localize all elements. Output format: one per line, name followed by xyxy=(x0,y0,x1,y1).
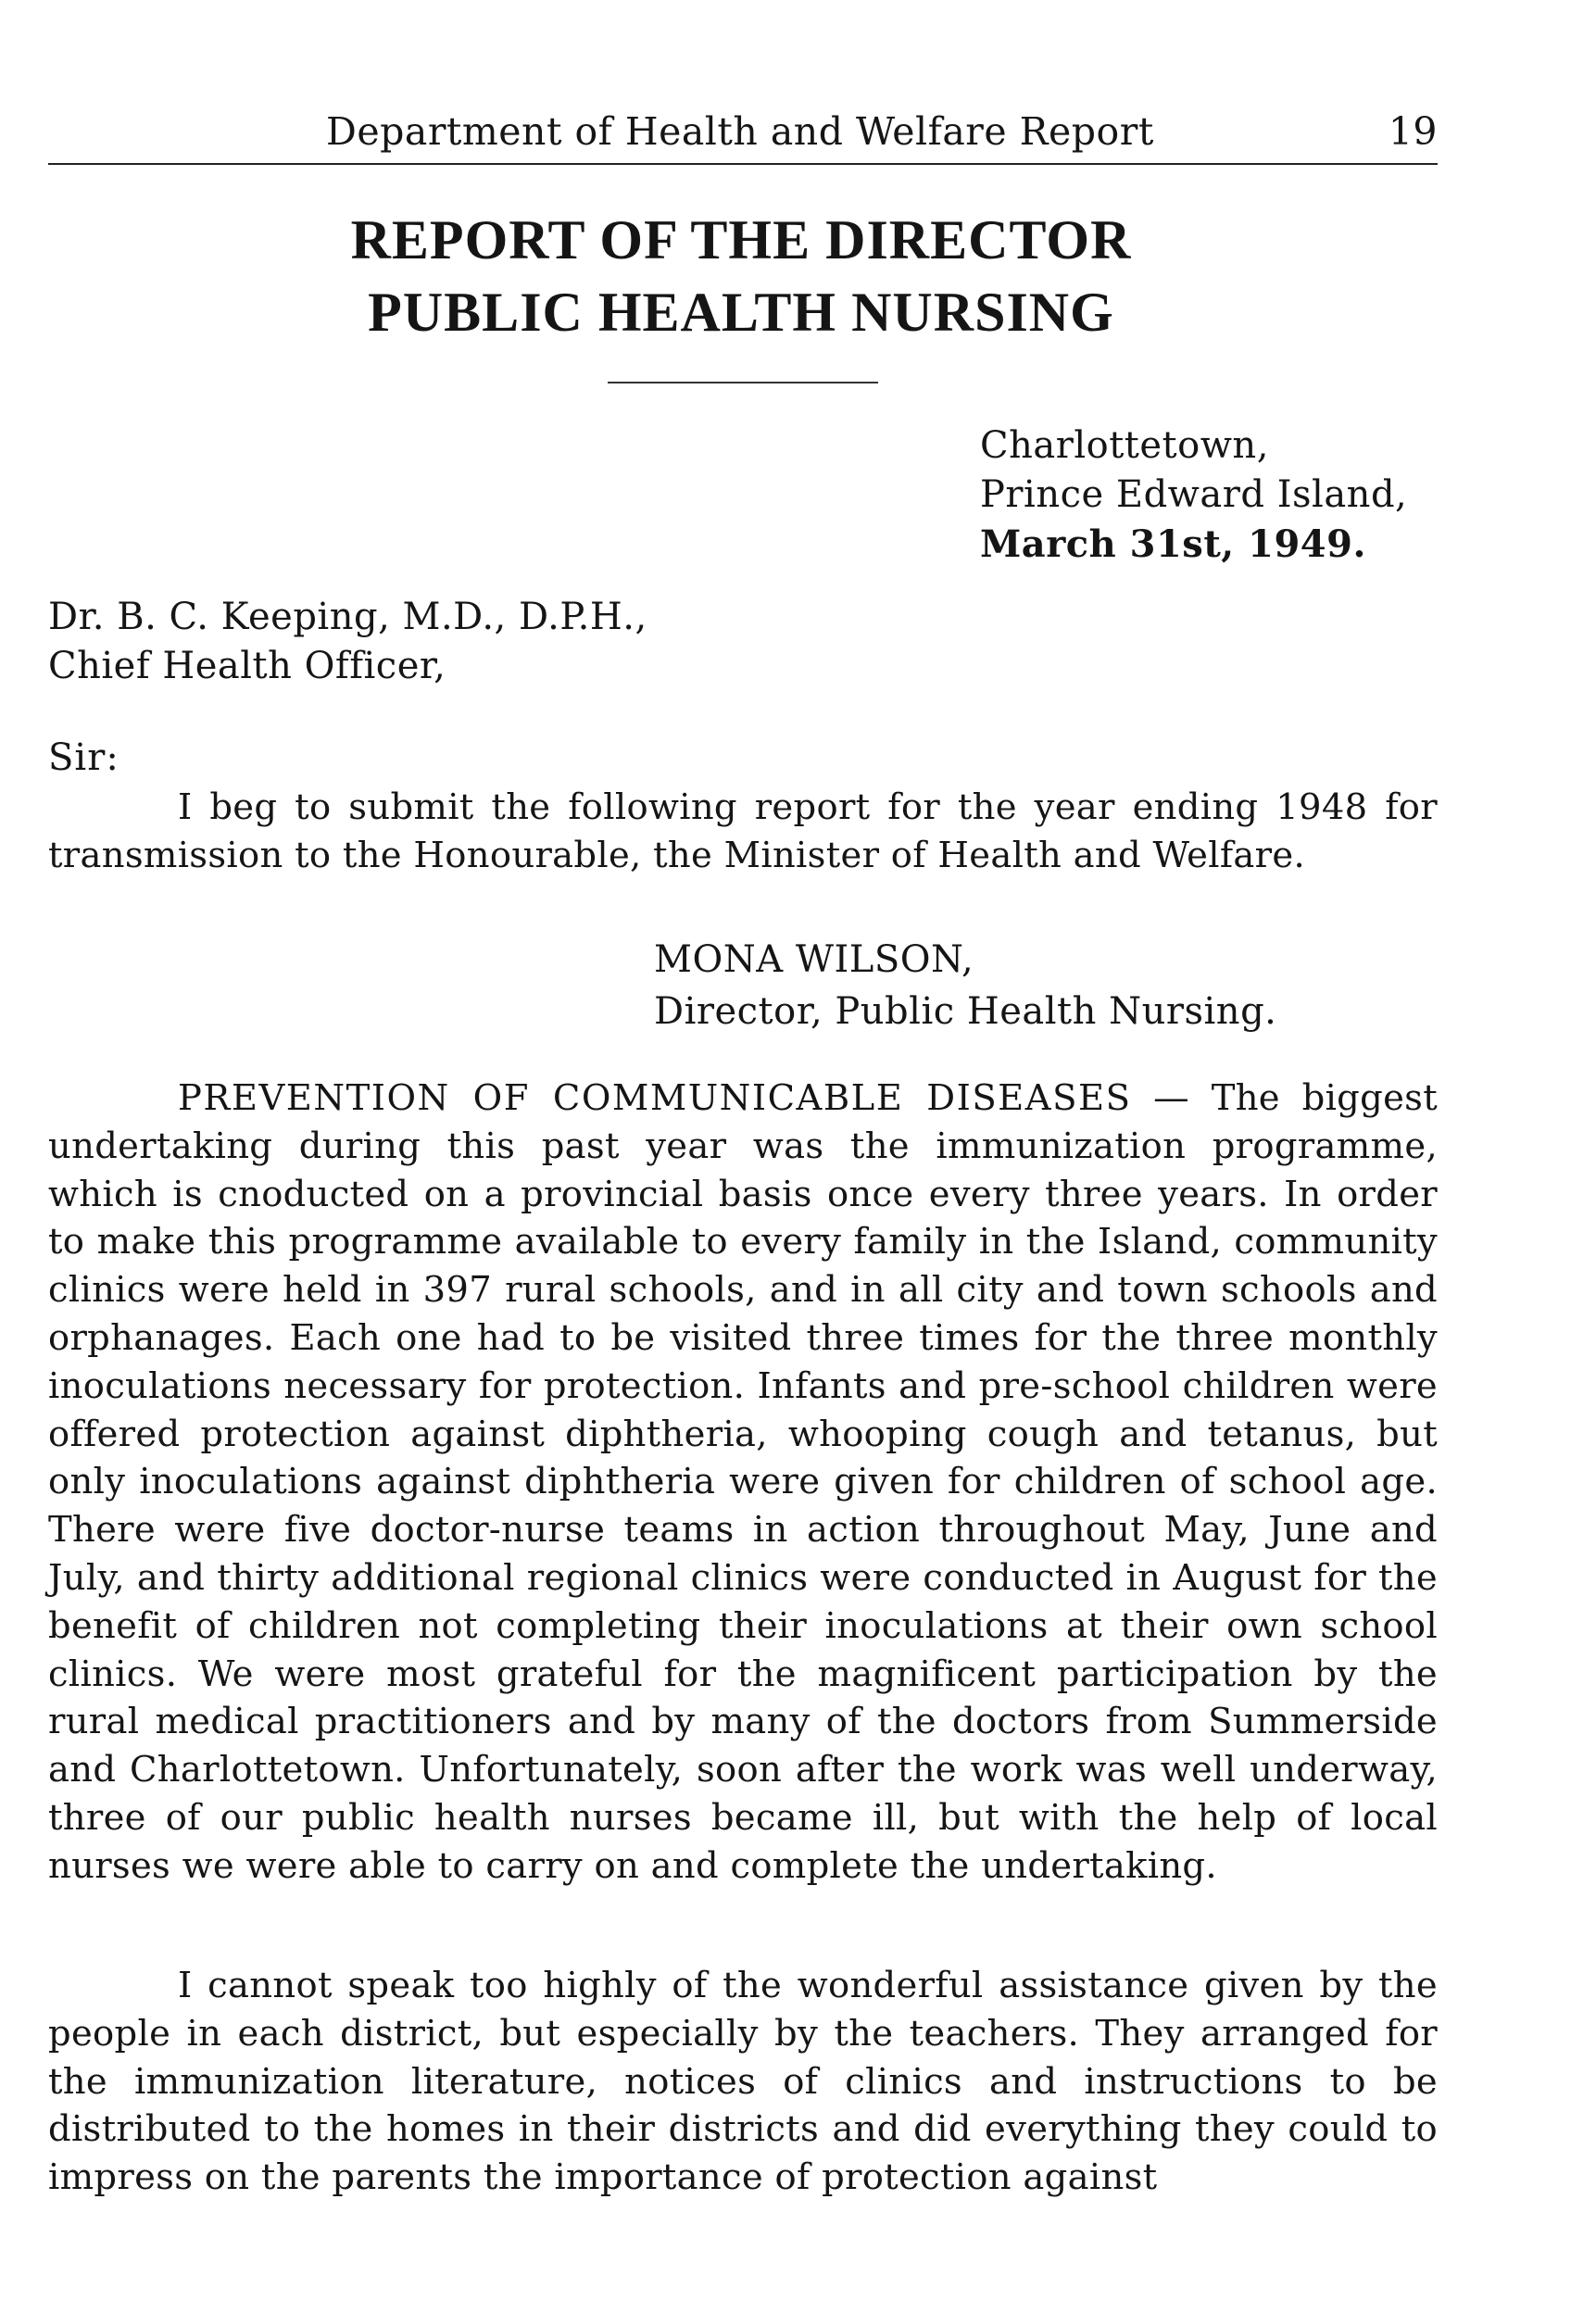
title-rule xyxy=(608,382,878,383)
salutation: Sir: xyxy=(48,736,119,779)
report-title xyxy=(222,204,1260,348)
header-rule xyxy=(48,163,1438,165)
running-header xyxy=(48,109,1438,165)
assistance-paragraph: I cannot speak too highly of the wonderful assistance given by the people in each district, but especially by the teachers. They arranged for the immunization literature, notices of clinics and instructions to be distributed to the homes in their districts and did everything they could to impress on the parents the importance of protection against xyxy=(48,1965,1438,2199)
intro-paragraph: I beg to submit the following report for the year ending 1948 for transmission to the Honourable, the Minister of Health and Welfare. xyxy=(48,786,1438,876)
section-dash: — xyxy=(1131,1077,1212,1119)
report-title-line-2: PUBLIC HEALTH NURSING xyxy=(368,282,1114,343)
prevention-paragraph xyxy=(48,1075,1438,1891)
addressee-block xyxy=(48,593,647,691)
signatory-name: MONA WILSON, xyxy=(654,938,974,981)
section-heading: PREVENTION OF COMMUNICABLE DISEASES xyxy=(178,1077,1132,1119)
running-title: Department of Health and Welfare Report xyxy=(326,109,1154,154)
signature-block xyxy=(654,934,1276,1037)
place-province: Prince Edward Island, xyxy=(980,473,1408,516)
section-body: The biggest undertaking during this past year was the immunization programme, which is cnoducted on a provincial basis once every three years. In order to make this programme available to every family in the Island, community clinics were held in 397 rural schools, and in all city and town schools and orphanages. Each one had to be visited three times for the three monthly inoculations necessary for protection. Infants and pre-school children were offered protection against diphtheria, whooping cough and tetanus, but only inoculations against diphtheria were given for children of school age. There were five doctor-nurse teams in action throughout May, June and July, and thirty additional regional clinics were conducted in August for the benefit of children not completing their inoculations at their own school clinics. We were most grateful for the magnificent participation by the rural medical practitioners and by many of the doctors from Summerside and Charlottetown. Unfortunately, soon after the work was well underway, three of our public health nurses became ill, but with the help of local nurses we were able to carry on and complete the undertaking. xyxy=(48,1077,1438,1887)
addressee-title: Chief Health Officer, xyxy=(48,645,446,687)
letter-date: March 31st, 1949. xyxy=(980,522,1366,566)
place-date-block xyxy=(980,421,1407,569)
addressee-name: Dr. B. C. Keeping, M.D., D.P.H., xyxy=(48,596,647,638)
place-city: Charlottetown, xyxy=(980,424,1269,467)
page-number: 19 xyxy=(1388,109,1438,154)
report-title-line-1: REPORT OF THE DIRECTOR xyxy=(350,209,1132,270)
signatory-title: Director, Public Health Nursing. xyxy=(654,990,1277,1033)
